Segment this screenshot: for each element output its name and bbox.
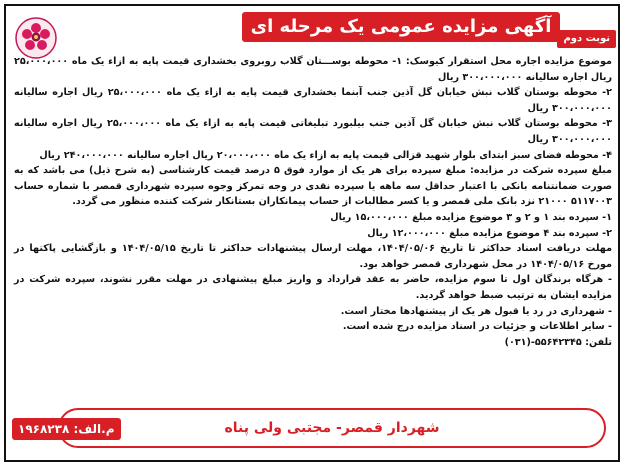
item-3: ۳- محوطه بوستان گلاب نبش خیابان گل آذین جنب بیلبورد تبلیغاتی قیمت پایه به ازاء یک ماه ۲۵،۰۰۰،۰۰۰ ریال اجاره سالیانه ۳۰۰،۰۰۰،۰۰۰ ریال: [14, 118, 612, 145]
deadlines: مهلت دریافت اسناد حداکثر تا تاریخ ۱۴۰۴/۰۵/۰۶، مهلت ارسال پیشنهادات حداکثر تا تاریخ ۱۴۰۴/۰۵/۱۵ و بازگشایی پاکتها در مورخ ۱۴۰۴/۰۵/۱۶ در محل شهرداری قمصر خواهد بود.: [14, 243, 613, 270]
auction-notice: [4, 4, 620, 462]
round-badge: نوبت دوم: [557, 30, 616, 48]
item-2: ۲- محوطه بوستان گلاب نبش خیابان گل آذین جنب آبنما بخشداری قیمت پایه به ازاء یک ماه ۲۵،۰۰۰،۰۰۰ ریال اجاره سالیانه ۳۰۰،۰۰۰،۰۰۰ ریال: [14, 87, 612, 114]
footer: [10, 404, 614, 454]
deposit-terms: مبلغ سپرده شرکت در مزایده: مبلغ سپرده برای هر یک از موارد فوق ۵ درصد قیمت کارشناسی (به شرح ذیل) می باشد که به صورت ضمانتنامه بانکی با اعتبار حداقل سه ماهه یا سپرده نقدی در وجه تمرکز وجوه سپرده شهرداری قمصر با شماره حساب ۵۱۱۷۰۰۳ ۲۱۰۰۰ نزد بانک ملی قمصر و یا کسر مطالبات از حساب پیمانکاران بستانکار شرکت کننده منظور می گردد.: [14, 165, 612, 208]
notice-body: [14, 54, 612, 400]
rights-clause: - شهرداری در رد یا قبول هر یک از پیشنهادها مختار است.: [340, 305, 612, 317]
signature: شهردار قمصر- مجتبی ولی پناه: [58, 408, 606, 448]
forfeit-clause: - هرگاه برندگان اول تا سوم مزایده، حاضر به عقد قرارداد و واریز مبلغ پیشنهادی در مهلت مقرر نشوند، سپرده شرکت در مزایده ایشان به ترتیب ضبط خواهد گردید.: [14, 274, 612, 301]
deposit-1: ۱- سپرده بند ۱ و ۲ و ۳ موضوع مزایده مبلغ ۱۵،۰۰۰،۰۰۰ ریال: [330, 211, 612, 223]
item-4: ۴- محوطه فضای سبز ابتدای بلوار شهید قزالی قیمت پایه به ازاء یک ماه ۲۰،۰۰۰،۰۰۰ ریال اجاره سالیانه ۲۴۰،۰۰۰،۰۰۰ ریال: [39, 149, 612, 161]
item-1: موضوع مزایده اجاره محل استقرار کیوسک: ۱- محوطه بوســـتان گلاب روبروی بخشداری قیمت پایه به ازاء یک ماه ۲۵،۰۰۰،۰۰۰ ریال اجاره سالیانه ۳۰۰،۰۰۰،۰۰۰ ریال: [14, 56, 612, 83]
notice-title: آگهی مزایده عمومی یک مرحله ای: [242, 12, 560, 42]
phone: تلفن: ۵۵۶۴۲۳۴۵-(۰۳۱): [504, 336, 612, 348]
info-clause: - سایر اطلاعات و جزئیات در اسناد مزایده درج شده است.: [342, 321, 612, 333]
ad-code-badge: م.الف: ۱۹۶۸۲۳۸: [12, 418, 121, 440]
deposit-2: ۲- سپرده بند ۴ موضوع مزایده مبلغ ۱۲،۰۰۰،۰۰۰ ریال: [367, 227, 612, 239]
